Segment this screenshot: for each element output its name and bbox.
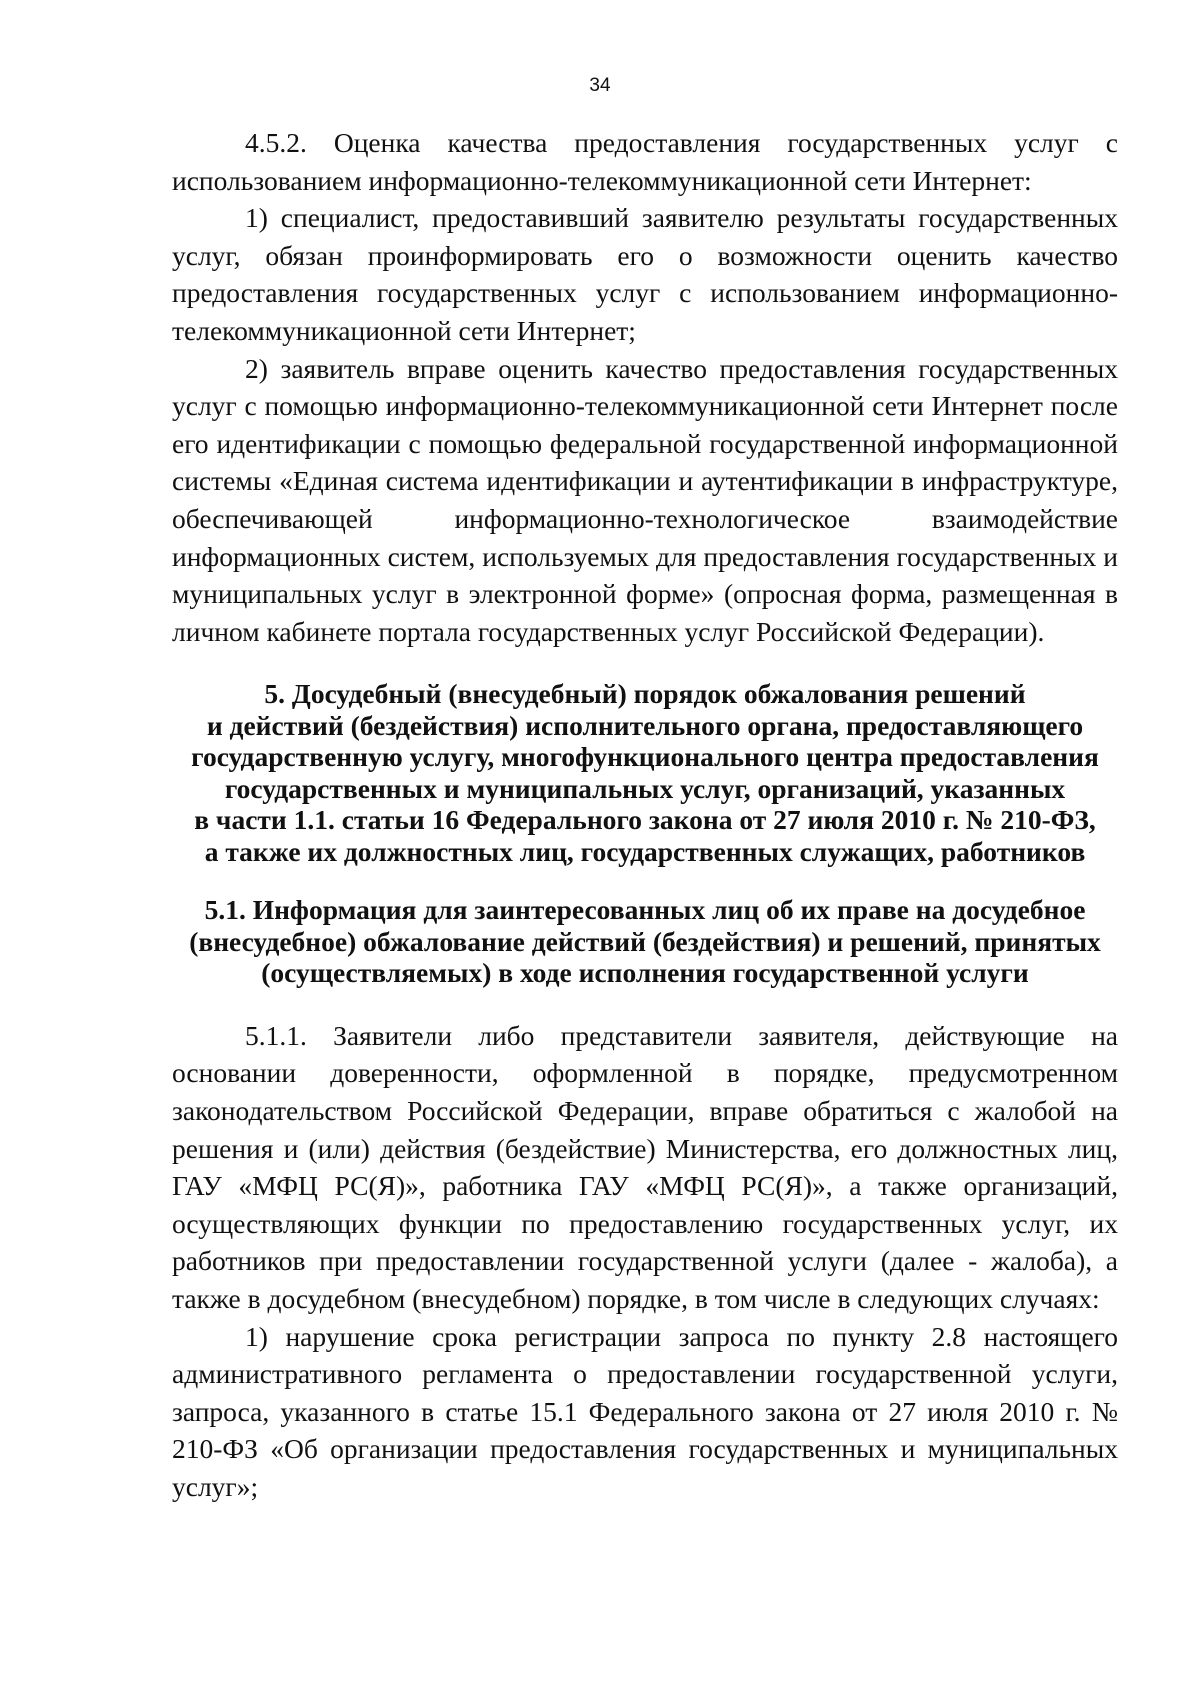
spacer xyxy=(172,867,1118,894)
heading-line: государственную услугу, многофункционального центра предоставления xyxy=(191,741,1099,773)
paragraph-4-5-2-item-1: 1) специалист, предоставивший заявителю результаты государственных услуг, обязан проинформировать его о возможности оценить качество предоставления государственных услуг с использованием информационно-телекоммуникационной сети Интернет; xyxy=(172,202,1118,346)
heading-line: (внесудебное) обжалование действий (бездействия) и решений, принятых xyxy=(189,925,1101,957)
paragraph-4-5-2-intro: 4.5.2. Оценка качества предоставления государственных услуг с использованием информационно-телекоммуникационной сети Интернет: xyxy=(172,127,1118,196)
heading-line: в части 1.1. статьи 16 Федерального закона от 27 июля 2010 г. № 210-ФЗ, xyxy=(194,804,1096,836)
page-number: 34 xyxy=(589,75,611,96)
section-5-heading xyxy=(172,678,1118,867)
spacer xyxy=(172,989,1118,1017)
section-5-1-heading xyxy=(172,894,1118,989)
heading-line: а также их должностных лиц, государственных служащих, работников xyxy=(204,835,1086,867)
paragraph-5-1-1-item-1: 1) нарушение срока регистрации запроса по пункту 2.8 настоящего административного регламента о предоставлении государственной услуги, запроса, указанного в статье 15.1 Федерального закона от 27 июля 2010 г. № 210-ФЗ «Об организации предоставления государственных и муниципальных услуг»; xyxy=(172,1320,1118,1502)
heading-line: (осуществляемых) в ходе исполнения государственной услуги xyxy=(261,957,1029,989)
paragraph-5-1-1: 5.1.1. Заявители либо представители заявителя, действующие на основании доверенности, оформленной в порядке, предусмотренном законодательством Российской Федерации, вправе обратиться с жалобой на решения и (или) действия (бездействие) Министерства, его должностных лиц, ГАУ «МФЦ РС(Я)», работника ГАУ «МФЦ РС(Я)», а также организаций, осуществляющих функции по предоставлению государственных услуг, их работников при предоставлении государственной услуги (далее - жалоба), а также в досудебном (внесудебном) порядке, в том числе в следующих случаях: xyxy=(172,1019,1118,1314)
spacer xyxy=(172,650,1118,678)
heading-line: 5.1. Информация для заинтересованных лиц об их праве на досудебное xyxy=(204,894,1086,926)
paragraph-4-5-2-item-2: 2) заявитель вправе оценить качество предоставления государственных услуг с помощью информационно-телекоммуникационной сети Интернет после его идентификации с помощью федеральной государственной информационной системы «Единая система идентификации и аутентификации в инфраструктуре, обеспечивающей информационно-технологическое взаимодействие информационных систем, используемых для предоставления государственных и муниципальных услуг в электронной форме» (опросная форма, размещенная в личном кабинете портала государственных услуг Российской Федерации). xyxy=(172,352,1118,647)
page-content xyxy=(172,124,1118,1506)
heading-line: государственных и муниципальных услуг, организаций, указанных xyxy=(224,772,1066,804)
heading-line: и действий (бездействия) исполнительного органа, предоставляющего xyxy=(206,709,1084,741)
heading-line: 5. Досудебный (внесудебный) порядок обжалования решений xyxy=(264,678,1026,710)
